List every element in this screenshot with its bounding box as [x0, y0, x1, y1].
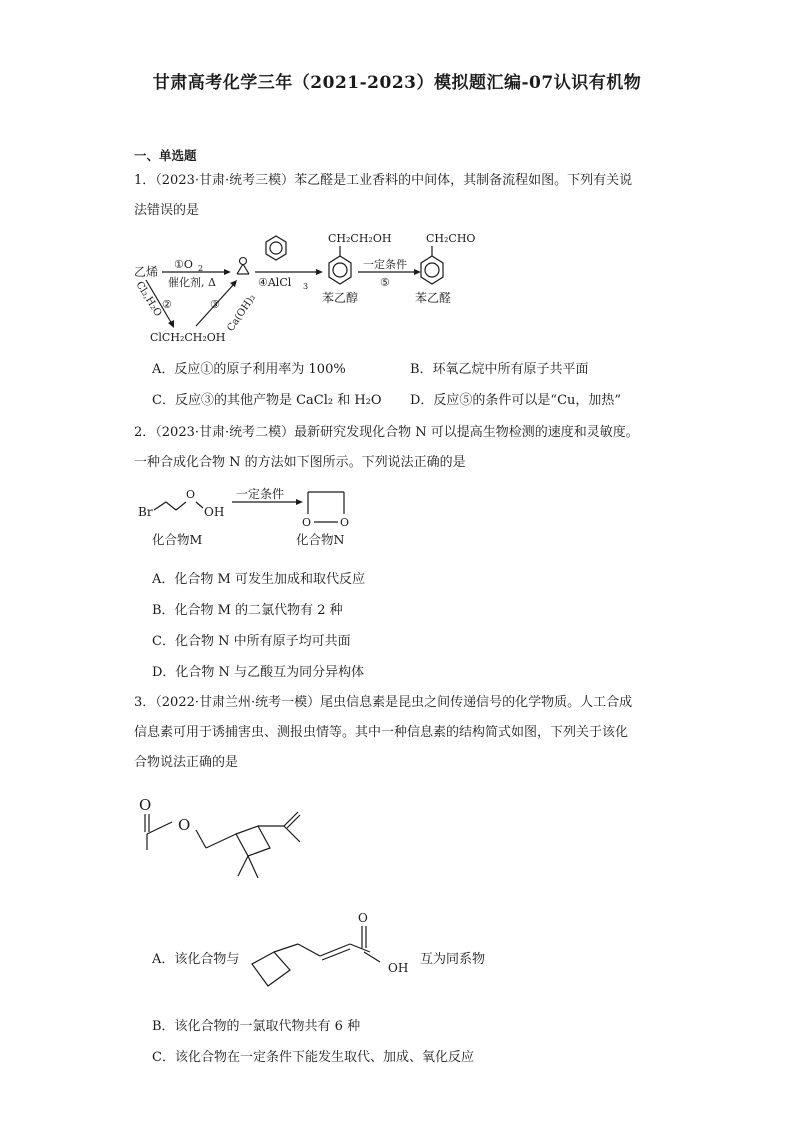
- step-2-number: ②: [162, 298, 172, 311]
- step-1-reagent: ①O: [174, 258, 193, 271]
- acid-hydroxyl: OH: [388, 961, 409, 975]
- q3-option-a-suffix: 互为同系物: [420, 952, 486, 967]
- q1-option-d[interactable]: D．反应⑤的条件可以是“Cu，加热”: [410, 393, 622, 408]
- step-1-reagent-sub: 2: [198, 264, 204, 273]
- question-1-stem: [134, 166, 674, 226]
- step-5-condition: 一定条件: [363, 258, 407, 271]
- arrow-step-5-head: [414, 269, 421, 275]
- ethylene-label: 乙烯: [134, 265, 159, 279]
- arrow-step-3-head: [230, 280, 237, 287]
- pheromone-skeleton: [147, 812, 300, 878]
- carbonyl-oxygen: O: [139, 796, 152, 814]
- question-3-stem: [134, 688, 674, 778]
- step-3-reagent: Ca(OH)₂: [225, 292, 259, 334]
- epoxide-structure: [237, 258, 249, 275]
- question-3-line-3: 合物说法正确的是: [134, 755, 239, 770]
- q3-option-a-prefix[interactable]: A．该化合物与: [152, 952, 240, 967]
- q1-option-c[interactable]: C．反应③的其他产物是 CaCl₂ 和 H₂O: [152, 393, 382, 408]
- compound-n-label: 化合物N: [296, 532, 345, 547]
- page-title: 甘肃高考化学三年（2021-2023）模拟题汇编-07认识有机物: [152, 73, 642, 93]
- arrow-step-4-head: [316, 269, 323, 275]
- ring-oxygen-1: O: [302, 516, 312, 529]
- ether-oxygen-label: O: [186, 488, 196, 501]
- q2-option-b[interactable]: B．化合物 M 的二氯代物有 2 种: [152, 603, 343, 618]
- q2-reaction-scheme: [0, 476, 794, 556]
- phenylethanol-name: 苯乙醇: [322, 291, 359, 305]
- q2-arrow-head: [296, 499, 303, 505]
- ester-oxygen: O: [178, 816, 191, 834]
- step-3-number: ③: [210, 298, 220, 311]
- step-4-reagent-sub: 3: [303, 282, 309, 291]
- ring-oxygen-2: O: [340, 516, 350, 529]
- question-2-line-2: 一种合成化合物 N 的方法如下图所示。下列说法正确的是: [134, 455, 466, 470]
- phenylethanol-ring: [329, 256, 351, 284]
- q3-option-a-structure: [0, 908, 794, 998]
- q2-option-c[interactable]: C．化合物 N 中所有原子均可共面: [152, 634, 351, 649]
- hydroxyl-label: OH: [204, 505, 225, 519]
- question-1-line-1: 1．（2023·甘肃·统考三模）苯乙醛是工业香料的中间体，其制备流程如图。下列有关说: [134, 173, 633, 188]
- question-2-line-1: 2．（2023·甘肃·统考二模）最新研究发现化合物 N 可以提高生物检测的速度和灵敏度。: [134, 425, 639, 440]
- q3-option-b[interactable]: B．该化合物的一氯取代物共有 6 种: [152, 1019, 361, 1034]
- section-heading: 一、单选题: [134, 148, 197, 163]
- phenylacetaldehyde-name: 苯乙醛: [415, 291, 452, 305]
- q3-option-c[interactable]: C．该化合物在一定条件下能发生取代、加成、氧化反应: [152, 1050, 474, 1065]
- compound-n-ring: [308, 492, 344, 522]
- phenylacetaldehyde-ring: [421, 256, 443, 284]
- compound-m-label: 化合物M: [152, 532, 203, 547]
- bromine-label: Br: [138, 505, 153, 519]
- q3-pheromone-structure: [0, 784, 794, 904]
- q1-option-a[interactable]: A．反应①的原子利用率为 100%: [152, 362, 346, 377]
- benzene-reagent: [266, 236, 286, 260]
- question-2-stem: [134, 418, 674, 478]
- step-5-number: ⑤: [380, 276, 390, 289]
- step-1-condition: 催化剂, Δ: [168, 276, 216, 289]
- q2-option-d[interactable]: D．化合物 N 与乙酸互为同分异构体: [152, 665, 365, 680]
- question-1-line-2: 法错误的是: [134, 203, 200, 218]
- step-2-reagent: Cl₂,H₂O: [133, 279, 164, 319]
- question-3-line-1: 3．（2022·甘肃兰州·统考一模）尾虫信息素是昆虫之间传递信号的化学物质。人工合成: [134, 695, 633, 710]
- acid-carbonyl-oxygen: O: [358, 911, 368, 925]
- phenylethanol-group: CH₂CH₂OH: [328, 232, 392, 245]
- step-4-reagent: ④AlCl: [258, 276, 292, 289]
- q1-reaction-scheme: [0, 228, 794, 348]
- phenylacetaldehyde-group: CH₂CHO: [426, 232, 476, 245]
- cyclobutyl-acrylic-acid: [252, 926, 380, 986]
- question-3-line-2: 信息素可用于诱捕害虫、测报虫情等。其中一种信息素的结构简式如图，下列关于该化: [134, 725, 629, 740]
- compound-m-skeleton: [154, 502, 203, 510]
- q2-option-a[interactable]: A．化合物 M 可发生加成和取代反应: [152, 572, 365, 587]
- q2-condition: 一定条件: [236, 487, 285, 501]
- arrow-step-1-head: [224, 269, 231, 275]
- q1-option-b[interactable]: B．环氧乙烷中所有原子共平面: [410, 362, 589, 377]
- chlorohydrin-label: ClCH₂CH₂OH: [150, 331, 226, 344]
